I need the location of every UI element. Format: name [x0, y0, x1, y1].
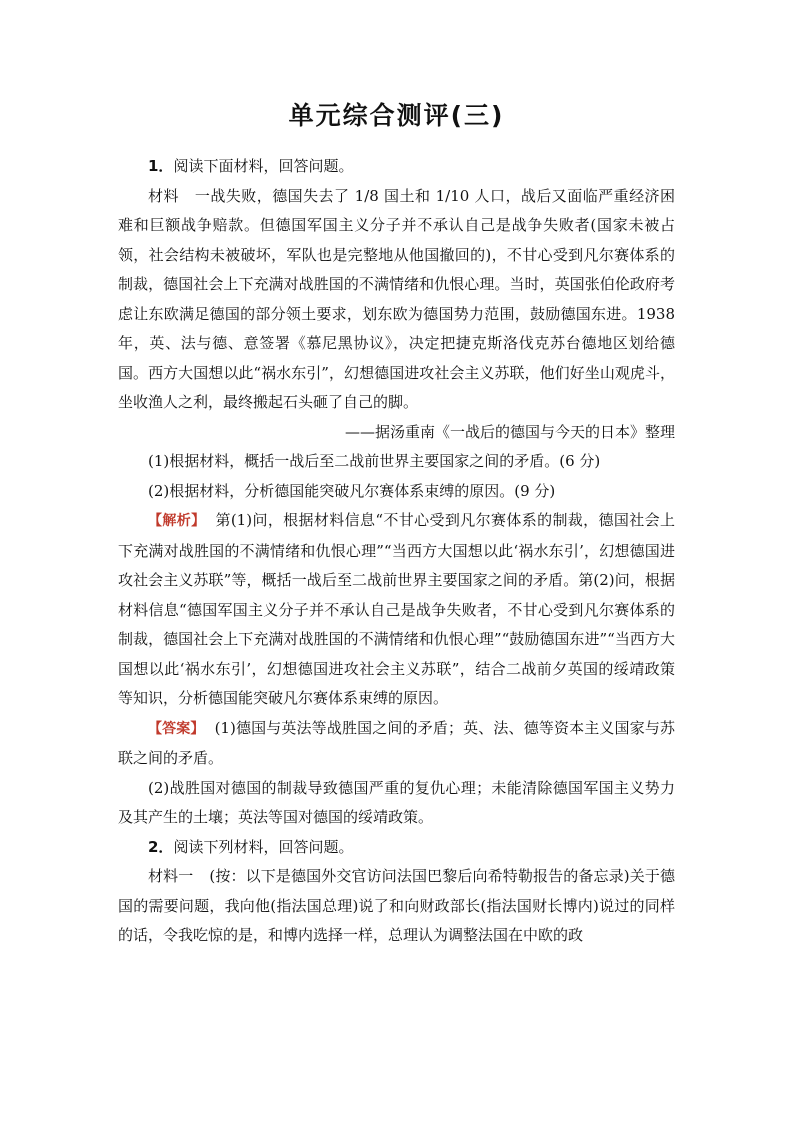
- question-2-prompt-text: 阅读下列材料，回答问题。: [173, 837, 354, 856]
- question-1-subquestion-2: (2)根据材料，分析德国能突破凡尔赛体系束缚的原因。(9 分): [148, 481, 556, 500]
- page-title: 单元综合测评(三): [288, 101, 505, 130]
- question-1-subquestion-1: (1)根据材料，概括一战后至二战前世界主要国家之间的矛盾。(6 分): [148, 452, 601, 470]
- question-2-material-label: 材料一: [148, 867, 194, 885]
- question-1-prompt-text: 阅读下面材料，回答问题。: [173, 157, 354, 175]
- answer-label: 【答案】: [148, 720, 205, 737]
- question-1-answer-1: [118, 714, 675, 774]
- question-1-answer-2: (2)战胜国对德国的制裁导致德国严重的复仇心理；未能清除德国军国主义势力及其产生的土壤；英法等国对德国的绥靖政策。: [118, 778, 675, 826]
- question-1-prompt: [118, 152, 675, 182]
- analysis-label: 【解析】: [148, 513, 206, 529]
- document-page: [118, 96, 675, 951]
- question-1-source: ——据汤重南《一战后的德国与今天的日本》整理: [344, 422, 675, 441]
- analysis-text: 第(1)问，根据材料信息“不甘心受到凡尔赛体系的制裁，德国社会上下充满对战胜国的不满情绪和仇恨心理”“当西方大国想以此‘祸水东引’，幻想德国进攻社会主义苏联”等，概括一战后至二战前世界主要国家之间的矛盾。第(2)问，根据材料信息“德国军国主义分子并不承认自己是战争失败者，不甘心受到凡尔赛体系的制裁，德国社会上下充满对战胜国的不满情绪和仇恨心理”“鼓励德国东进”“当西方大国想以此‘祸水东引’，幻想德国进攻社会主义苏联”，结合二战前夕英国的绥靖政策等知识，分析德国能突破凡尔赛体系束缚的原因。: [118, 511, 676, 707]
- question-2-material: [118, 862, 675, 951]
- question-1-number: 1．: [148, 157, 174, 175]
- question-2-number: 2．: [148, 837, 174, 856]
- question-1-material: [118, 182, 675, 418]
- question-1-material-label: 材料: [148, 186, 179, 205]
- question-2-prompt: [118, 833, 675, 863]
- question-1-analysis: [118, 506, 675, 714]
- answer-1-text: (1)德国与英法等战胜国之间的矛盾；英、法、德等资本主义国家与苏联之间的矛盾。: [118, 718, 675, 767]
- question-1-material-text: 一战失败，德国失去了 1/8 国土和 1/10 人口，战后又面临严重经济困难和巨额战争赔款。但德国军国主义分子并不承认自己是战争失败者(国家未被占领，社会结构未被破坏，军队也是完整地从他国撤回的)，不甘心受到凡尔赛体系的制裁，德国社会上下充满对战胜国的不满情绪和仇恨心理。当时，英国张伯伦政府考虑让东欧满足德国的部分领土要求，划东欧为德国势力范围，鼓励德国东进。1938 年，英、法与德、意签署《慕尼黑协议》，决定把捷克斯洛伐克苏台德地区划给德国。西方大国想以此“祸水东引”，幻想德国进攻社会主义苏联，他们好坐山观虎斗，坐收渔人之利，最终搬起石头砸了自己的脚。: [118, 186, 675, 411]
- question-2-material-text: (按：以下是德国外交官访问法国巴黎后向希特勒报告的备忘录)关于德国的需要问题，我向他(指法国总理)说了和向财政部长(指法国财长博内)说过的同样的话，令我吃惊的是，和博内选择一样，总理认为调整法国在中欧的政: [118, 867, 675, 944]
